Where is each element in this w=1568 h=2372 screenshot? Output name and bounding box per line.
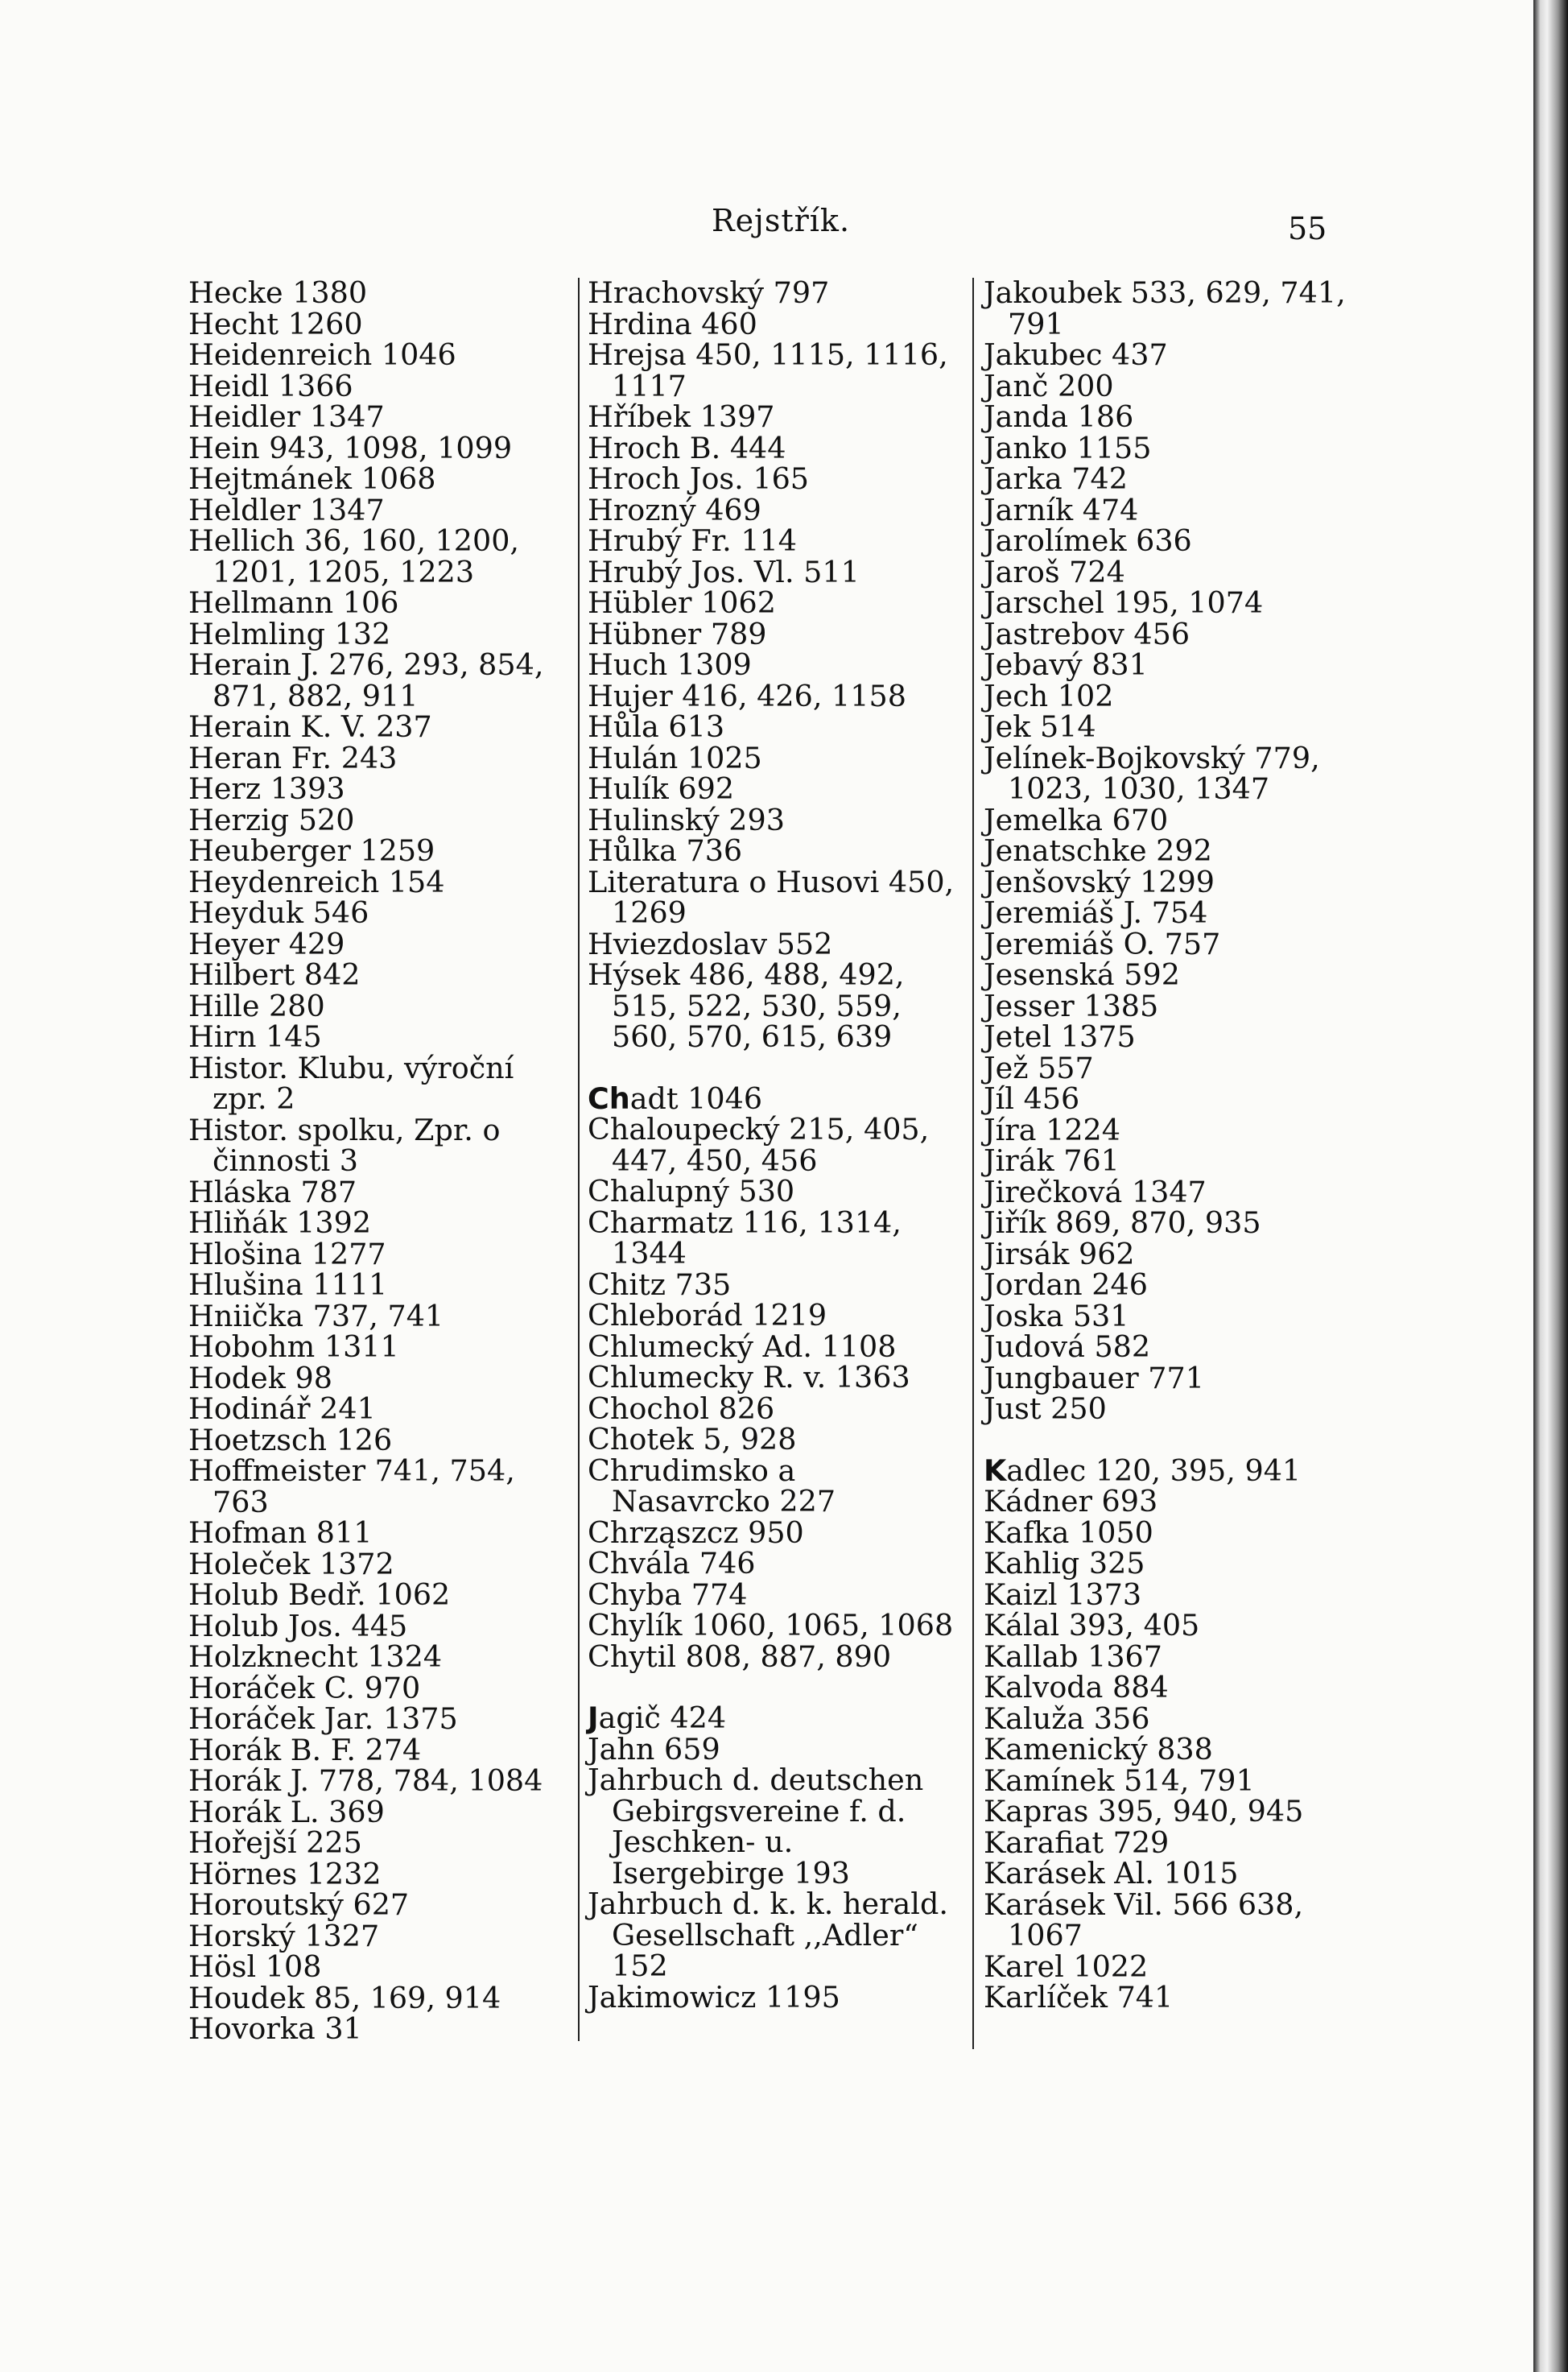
index-entry: Jakimowicz 1195 [588, 1979, 840, 2015]
index-entry: Horák L. 369 [188, 1794, 385, 1829]
index-entry: Hříbek 1397 [588, 399, 775, 434]
index-entry: Jelínek-Bojkovský 779, 1023, 1030, 1347 [984, 740, 1320, 806]
index-entry: Karafiat 729 [984, 1824, 1170, 1860]
index-entry: Hlušina 1111 [188, 1267, 388, 1302]
index-entry: Hrubý Jos. Vl. 511 [588, 554, 860, 589]
index-entry: Hovorka 31 [188, 2011, 362, 2046]
index-entry: Jek 514 [984, 709, 1096, 744]
index-entry: Jahrbuch d. k. k. herald. Gesellschaft ,,Adler“ 152 [588, 1886, 948, 1983]
index-entry: Jirák 761 [984, 1143, 1120, 1178]
index-entry: Heuberger 1259 [188, 833, 435, 868]
section-initial: K [984, 1453, 1007, 1488]
index-entry: Jaroš 724 [984, 554, 1125, 589]
index-entry [588, 1081, 962, 1116]
index-entry: Jungbauer 771 [984, 1360, 1204, 1395]
index-entry: Holub Jos. 445 [188, 1608, 408, 1643]
index-entry: Jíl 456 [984, 1081, 1080, 1116]
index-entry: Histor. Klubu, výroční zpr. 2 [188, 1050, 514, 1116]
index-entry: Heidl 1366 [188, 368, 353, 403]
column-divider [972, 278, 974, 2049]
index-entry: Hoffmeister 741, 754, 763 [188, 1453, 515, 1519]
index-entry: Kallab 1367 [984, 1638, 1162, 1674]
index-column-1 [188, 275, 560, 2046]
index-entry: Hübner 789 [588, 616, 767, 651]
index-entry: Hrozný 469 [588, 492, 761, 527]
index-entry: Literatura o Husovi 450, 1269 [588, 864, 955, 930]
index-entry: Horáček C. 970 [188, 1670, 421, 1705]
index-entry: Janč 200 [984, 368, 1114, 403]
index-entry: Jiřík 869, 870, 935 [984, 1205, 1261, 1240]
index-entry: Jordan 246 [984, 1267, 1148, 1302]
index-entry: Hniička 737, 741 [188, 1298, 444, 1333]
index-entry: Just 250 [984, 1391, 1107, 1426]
index-entry: Heldler 1347 [188, 492, 385, 527]
index-entry: Hobohm 1311 [188, 1329, 399, 1364]
index-entry: Chaloupecký 215, 405, 447, 450, 456 [588, 1112, 930, 1178]
index-entry: Hýsek 486, 488, 492, 515, 522, 530, 559, 560, 570, 615, 639 [588, 957, 905, 1054]
index-entry: Chotek 5, 928 [588, 1422, 797, 1457]
index-entry: Jesenská 592 [984, 957, 1180, 992]
index-entry: Karlíček 741 [984, 1980, 1174, 2015]
index-entry: Kalvoda 884 [984, 1670, 1169, 1705]
index-entry: Chalupný 530 [588, 1174, 795, 1209]
index-entry: Chleborád 1219 [588, 1298, 827, 1333]
index-entry: Hulík 692 [588, 771, 735, 806]
index-entry: Hrubý Fr. 114 [588, 523, 798, 558]
index-entry: Hirn 145 [188, 1019, 322, 1054]
index-entry [984, 1453, 1370, 1488]
index-entry: Horský 1327 [188, 1918, 380, 1953]
index-entry: Hroch Jos. 165 [588, 461, 810, 496]
index-entry: Hujer 416, 426, 1158 [588, 678, 906, 713]
index-entry: Hořejší 225 [188, 1825, 362, 1860]
index-entry: Hörnes 1232 [188, 1856, 382, 1891]
index-entry: Chyba 774 [588, 1577, 748, 1612]
index-entry: Hulán 1025 [588, 740, 762, 775]
index-entry: Hrejsa 450, 1115, 1116, 1117 [588, 337, 948, 403]
index-entry: Heidenreich 1046 [188, 337, 456, 372]
index-entry: Hrachovský 797 [588, 275, 830, 310]
index-entry: Jesser 1385 [984, 988, 1159, 1023]
index-entry: Jirečková 1347 [984, 1174, 1207, 1209]
index-entry: Jenšovský 1299 [984, 864, 1215, 899]
index-entry: Jirsák 962 [984, 1236, 1135, 1271]
index-entry: Chochol 826 [588, 1391, 775, 1426]
index-entry: Jahrbuch d. deutschen Gebirgsvereine f. d. Jeschken- u. Isergebirge 193 [588, 1762, 924, 1891]
index-entry: Karásek Al. 1015 [984, 1856, 1239, 1891]
index-entry: Joska 531 [984, 1298, 1129, 1333]
index-entry: Kaizl 1373 [984, 1577, 1142, 1612]
index-entry: Heyer 429 [188, 926, 345, 961]
index-entry: Histor. spolku, Zpr. o činnosti 3 [188, 1112, 501, 1178]
index-entry: Kamenický 838 [984, 1732, 1213, 1767]
index-entry: Houdek 85, 169, 914 [188, 1980, 501, 2015]
index-entry: Chrząszcz 950 [588, 1515, 804, 1550]
index-entry: Jíra 1224 [984, 1112, 1121, 1147]
index-entry: Hůla 613 [588, 709, 725, 744]
index-entry: Jarka 742 [984, 461, 1128, 496]
index-entry: Chylík 1060, 1065, 1068 [588, 1608, 954, 1643]
index-entry-text: agič 424 [598, 1700, 727, 1735]
index-entry: Jemelka 670 [984, 802, 1169, 837]
index-entry: Hein 943, 1098, 1099 [188, 430, 513, 465]
index-entry: Hoetzsch 126 [188, 1422, 393, 1457]
index-entry-text: adt 1046 [629, 1081, 763, 1116]
index-entry: Kaluža 356 [984, 1700, 1150, 1736]
index-entry: Hofman 811 [188, 1515, 373, 1550]
index-entry: Jakubec 437 [984, 337, 1168, 372]
section-initial: Ch [588, 1081, 630, 1116]
index-entry: Hulinský 293 [588, 802, 785, 837]
index-entry: Hellich 36, 160, 1200, 1201, 1205, 1223 [188, 523, 520, 589]
index-entry [588, 1700, 962, 1735]
index-entry: Hellmann 106 [188, 585, 399, 620]
column-divider [578, 278, 580, 2041]
index-entry: Jarník 474 [984, 492, 1139, 527]
index-entry: Hrdina 460 [588, 306, 757, 341]
index-entry: Hille 280 [188, 988, 325, 1023]
index-entry: Horáček Jar. 1375 [188, 1701, 458, 1736]
index-entry: Hodinář 241 [188, 1391, 376, 1426]
index-entry: Jež 557 [984, 1050, 1094, 1085]
index-entry: Huch 1309 [588, 647, 752, 682]
index-entry: Heyduk 546 [188, 895, 369, 930]
index-entry: Helmling 132 [188, 616, 391, 651]
index-entry: Chlumecký Ad. 1108 [588, 1329, 897, 1364]
index-entry: Holzknecht 1324 [188, 1639, 443, 1674]
index-entry: Holub Bedř. 1062 [188, 1577, 451, 1612]
index-entry: Hůlka 736 [588, 833, 743, 868]
index-entry: Jeremiáš O. 757 [984, 926, 1221, 961]
index-entry: Jastrebov 456 [984, 616, 1190, 651]
index-entry: Karel 1022 [984, 1948, 1149, 1984]
index-entry: Herain J. 276, 293, 854, 871, 882, 911 [188, 647, 544, 713]
index-entry: Hübler 1062 [588, 585, 776, 620]
index-entry: Jetel 1375 [984, 1019, 1136, 1054]
index-entry: Jeremiáš J. 754 [984, 895, 1208, 930]
index-entry: Hilbert 842 [188, 957, 361, 992]
index-entry: Kádner 693 [984, 1484, 1158, 1519]
index-entry: Kamínek 514, 791 [984, 1762, 1255, 1798]
index-entry: Hecht 1260 [188, 306, 363, 341]
index-entry: Jarolímek 636 [984, 523, 1192, 558]
index-entry: Hejtmánek 1068 [188, 461, 436, 496]
index-entry: Hecke 1380 [188, 275, 368, 310]
index-entry: Jarschel 195, 1074 [984, 585, 1264, 620]
index-entry: Hláska 787 [188, 1174, 357, 1209]
index-entry: Jahn 659 [588, 1731, 720, 1767]
index-entry: Chlumecky R. v. 1363 [588, 1360, 910, 1395]
index-entry: Chvála 746 [588, 1546, 756, 1581]
index-entry: Kapras 395, 940, 945 [984, 1794, 1304, 1829]
index-entry: Janko 1155 [984, 430, 1152, 465]
index-entry: Hviezdoslav 552 [588, 926, 833, 961]
index-entry: Horák B. F. 274 [188, 1732, 422, 1767]
index-entry: Hlošina 1277 [188, 1236, 386, 1271]
index-entry-text: adlec 120, 395, 941 [1006, 1453, 1302, 1488]
index-entry: Horák J. 778, 784, 1084 [188, 1763, 543, 1798]
index-entry: Charmatz 116, 1314, 1344 [588, 1205, 902, 1271]
index-entry: Herain K. V. 237 [188, 709, 432, 744]
page-number: 55 [1288, 211, 1327, 246]
index-entry: Hösl 108 [188, 1949, 322, 1984]
index-entry: Herzig 520 [188, 802, 355, 837]
index-entry: Jech 102 [984, 678, 1114, 713]
index-column-3 [984, 275, 1370, 2015]
index-entry: Hliňák 1392 [188, 1205, 372, 1240]
index-entry: Judová 582 [984, 1329, 1151, 1364]
index-entry: Herz 1393 [188, 771, 345, 806]
index-entry: Janda 186 [984, 399, 1134, 434]
index-entry: Hroch B. 444 [588, 430, 786, 465]
index-entry: Horoutský 627 [188, 1887, 410, 1922]
index-entry: Chrudimsko a Nasavrcko 227 [588, 1453, 836, 1519]
book-spine-edge [1533, 0, 1568, 2372]
index-entry: Kahlig 325 [984, 1546, 1145, 1581]
index-column-2 [588, 275, 962, 2015]
index-entry: Heran Fr. 243 [188, 740, 398, 775]
index-entry: Karásek Vil. 566 638, 1067 [984, 1886, 1304, 1953]
index-entry: Jebavý 831 [984, 647, 1148, 682]
index-entry: Kafka 1050 [984, 1515, 1153, 1550]
section-initial: J [588, 1700, 599, 1735]
index-entry: Heydenreich 154 [188, 864, 445, 899]
page-title: Rejstřík. [711, 203, 851, 238]
index-entry: Chitz 735 [588, 1267, 732, 1302]
index-entry: Kálal 393, 405 [984, 1608, 1200, 1643]
index-entry: Hodek 98 [188, 1360, 332, 1395]
index-entry: Holeček 1372 [188, 1546, 394, 1581]
index-entry: Chytil 808, 887, 890 [588, 1638, 892, 1674]
index-entry: Heidler 1347 [188, 399, 385, 434]
index-entry: Jakoubek 533, 629, 741, 791 [984, 275, 1346, 341]
index-entry: Jenatschke 292 [984, 833, 1212, 868]
